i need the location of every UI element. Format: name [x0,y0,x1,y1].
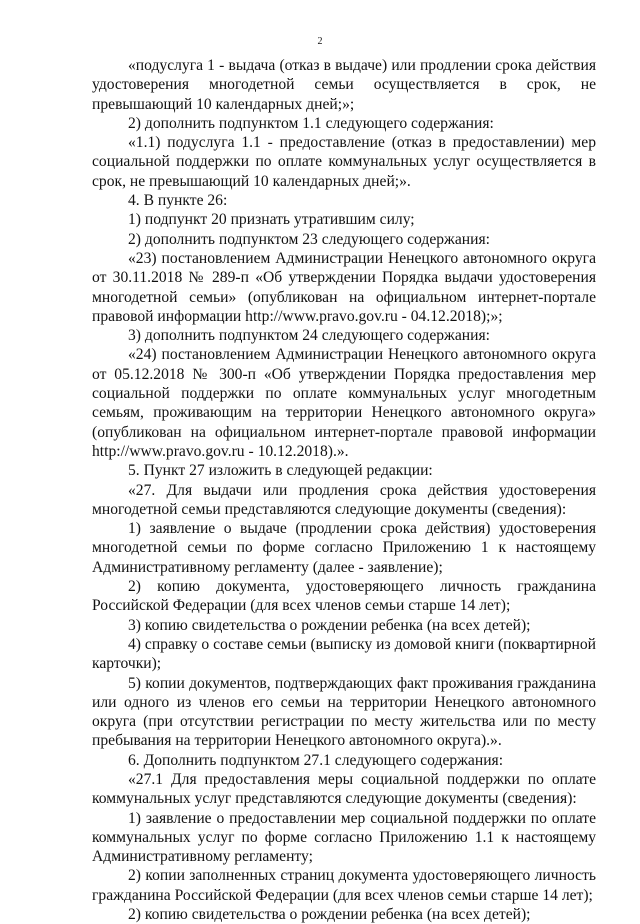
paragraph: 5. Пункт 27 изложить в следующей редакции: [128,462,433,480]
paragraph: «27.1 Для предоставления меры социальной поддержки по оплате коммунальных услуг представляются следующие документы (сведения): [92,770,596,808]
paragraph: «подуслуга 1 - выдача (отказ в выдаче) или продлении срока действия удостоверения многодетной семьи осуществляется в срок, не превышающий 10 календарных дней;»; [92,57,596,113]
page-number: 2 [317,36,323,47]
paragraph: 1) заявление о предоставлении мер социальной поддержки по оплате коммунальных услуг по форме согласно Приложению 1.1 к настоящему Административному регламенту; [92,809,596,866]
paragraph: 2) копии заполненных страниц документа удостоверяющего личность гражданина Российской Федерации (для всех членов семьи старше 14 лет); [92,867,596,904]
paragraph: 2) копию свидетельства о рождении ребенка (на всех детей); [128,906,531,924]
paragraph: «1.1) подуслуга 1.1 - предоставление (отказ в предоставлении) мер социальной поддержки по оплате коммунальных услуг осуществляется в срок, не превышающий 10 календарных дней;». [92,134,596,190]
paragraph: 3) дополнить подпунктом 24 следующего содержания: [128,327,490,345]
paragraph: 2) дополнить подпунктом 23 следующего содержания: [128,230,490,248]
paragraph: «27. Для выдачи или продления срока действия удостоверения многодетной семьи представляются следующие документы (сведения): [92,481,596,518]
paragraph: 1) подпункт 20 признать утратившим силу; [128,211,415,229]
document-body [92,56,596,924]
paragraph: 2) копию документа, удостоверяющего личность гражданина Российской Федерации (для всех членов семьи старше 14 лет); [92,578,596,615]
paragraph: 1) заявление о выдаче (продлении срока действия) удостоверения многодетной семьи по форме согласно Приложению 1 к настоящему Административному регламенту (далее - заявление); [92,520,596,576]
paragraph: «24) постановлением Администрации Ненецкого автономного округа от 05.12.2018 № 300-п «Об утверждении Порядка предоставления мер социальной поддержки по оплате коммунальных услуг многодетным семьям, проживающим на территории Ненецкого автономного округа» (опубликован на официальном интернет-портале правовой информации http://www.pravo.gov.ru - 10.12.2018).». [92,346,596,460]
paragraph: 4. В пункте 26: [128,192,228,210]
paragraph: 6. Дополнить подпунктом 27.1 следующего содержания: [128,751,504,769]
paragraph: 4) справку о составе семьи (выписку из домовой книги (поквартирной карточки); [92,635,596,673]
paragraph: 3) копию свидетельства о рождении ребенка (на всех детей); [128,616,531,634]
paragraph: «23) постановлением Администрации Ненецкого автономного округа от 30.11.2018 № 289-п «Об утверждении Порядка выдачи удостоверения многодетной семьи» (опубликован на официальном интернет-портале правовой информации http://www.pravo.gov.ru - 04.12.2018);»; [92,249,596,325]
paragraph: 2) дополнить подпунктом 1.1 следующего содержания: [128,114,494,132]
paragraph: 5) копии документов, подтверждающих факт проживания гражданина или одного из членов его семьи на территории Ненецкого автономного округа (при отсутствии регистрации по месту жительства или по месту пребывания на территории Ненецкого автономного округа).». [92,674,596,750]
